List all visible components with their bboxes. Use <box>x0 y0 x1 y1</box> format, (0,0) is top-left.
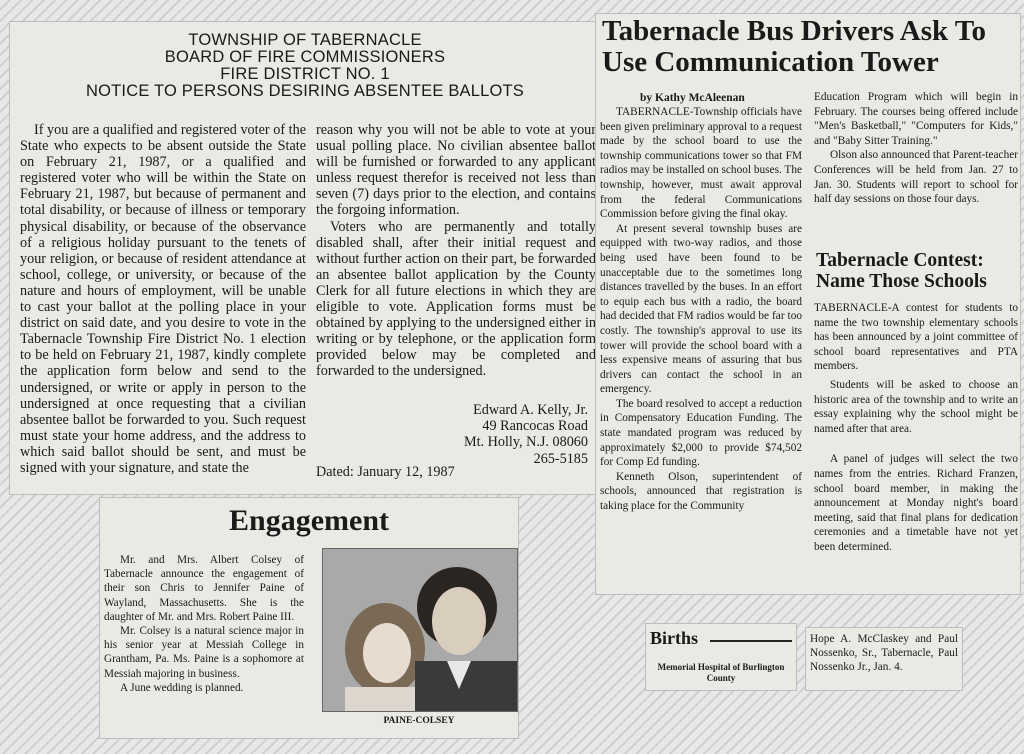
births-header <box>646 624 796 690</box>
notice-date: Dated: January 12, 1987 <box>316 464 455 480</box>
fire-district-notice <box>10 22 600 494</box>
engagement-announcement <box>100 498 518 738</box>
photo-caption: PAINE-COLSEY <box>383 716 455 726</box>
notice-paragraph: reason why you will not be able to vote at your usual polling place. No civilian absentee ballot will be furnished or forwarded to any applicant unless request therefor is received not less than seven (7) days prior to the election, and contains the forgoing information. <box>316 122 596 219</box>
article-paragraph: Olson also announced that Parent-teacher Conferences will be held from Jan. 27 to Jan. 30. Students will report to school for half day sessions on those four days. <box>814 149 1018 206</box>
notice-column-2 <box>316 122 596 380</box>
notice-signature <box>464 402 588 467</box>
contest-body <box>814 301 1018 555</box>
notice-title-line: BOARD OF FIRE COMMISSIONERS <box>164 48 446 66</box>
contest-paragraph: A panel of judges will select the two names from the entries. Richard Franzen, school board member, in making the announcement at Monday night's board meeting, said that final plans for dedication ceremonies and a timetable have not yet been determined. <box>814 453 1018 553</box>
article-paragraph: Education Program which will begin in February. The courses being offered include "Men's Basketball," "Computers for Kids," and "Baby Sitter Training." <box>814 91 1018 147</box>
notice-title-line: NOTICE TO PERSONS DESIRING ABSENTEE BALLOTS <box>85 82 525 100</box>
couple-photo <box>322 548 518 712</box>
signature-line: Mt. Holly, N.J. 08060 <box>463 434 588 451</box>
article-paragraph: TABERNACLE-Township officials have been given preliminary approval to a request made by the school board to use the township communications tower so that FM radios may be installed on school buses. The township, however, must await approval from the federal Communications Commission before giving the final okay. <box>600 106 803 221</box>
title-rule <box>710 640 792 642</box>
signature-line: Edward A. Kelly, Jr. <box>473 402 588 418</box>
engagement-paragraph: Mr. and Mrs. Albert Colsey of Tabernacle announce the engagement of their son Chris to Jennifer Paine of Wayland, Massachusetts. She is the daughter of Mr. and Mrs. Robert Paine III. <box>104 554 304 623</box>
article-headline: Tabernacle Bus Drivers Ask To Use Communication Tower <box>602 15 987 78</box>
signature-line: 49 Rancocas Road <box>482 418 588 435</box>
notice-title-line: TOWNSHIP OF TABERNACLE <box>188 31 422 49</box>
notice-paragraph: Voters who are permanently and totally disabled shall, after their initial request and without further action on their part, be forwarded an absentee ballot application by the County Clerk for all future elections in which they are eligible to vote. Application forms must be obtained by applying to the undersigned either in writing or by telephone, or the application form provided below may be completed and forwarded to the undersigned. <box>316 218 596 380</box>
article-column-1 <box>600 105 802 514</box>
contest-paragraph: TABERNACLE-A contest for students to name the two township elementary schools has been announced by a joint committee of school board representatives and PTA members. <box>814 302 1018 373</box>
byline: by Kathy McAleenan <box>640 92 745 104</box>
births-listing <box>806 628 962 690</box>
contest-headline: Tabernacle Contest: Name Those Schools <box>816 250 987 292</box>
article-paragraph: Kenneth Olson, superintendent of schools, announced that registration is taking place for the Community <box>600 470 802 513</box>
engagement-paragraph: A June wedding is planned. <box>120 681 244 694</box>
notice-paragraph: If you are a qualified and registered voter of the State who expects to be absent outside the State on February 21, 1987, or a qualified and registered voter who will be within the State on February 21, 1987, but because of permanent and total disability, or because of illness or temporary physical disability, or because of the observance of a religious holiday pursuant to the tenets of your religion, or because of resident attendance at school, college, or university, or because of the nature and hours of employment, will be unable to cast your ballot at the polling place in your district on said date, and you desire to vote in the Tabernacle Township Fire District No. 1 election to be held on February 21, 1987, kindly complete the application form below and send to the undersigned, or write or apply in person to the undersigned at once requesting that a civilian absentee ballot be forwarded to you. Such request must state your home address, and the address to which said ballot should be sent, and must be signed with your signature, and state the <box>20 122 306 476</box>
engagement-paragraph: Mr. Colsey is a natural science major in his senior year at Messiah College in Grantham, Pa. Ms. Paine is a sophomore at Messiah majoring in business. <box>104 625 304 680</box>
births-entry: Hope A. McClaskey and Paul Nossenko, Sr., Tabernacle, Paul Nossenko Jr., Jan. 4. <box>810 633 958 674</box>
article-paragraph: At present several township buses are equipped with two-way radios, and those being used have been found to be unacceptable due to the sometimes long distances travelled by the buses. In an effort to equip each bus with a radio, the board had decided that FM radios would be far too costly. The township's approval to use its tower will provide the school board with a less expensive means of assuring that bus drivers can contact the school in an emergency. <box>600 222 802 396</box>
engagement-text <box>104 553 304 695</box>
contest-paragraph: Students will be asked to choose an historic area of the township and to write an essay explaining why the school might be named after that area. <box>814 378 1018 435</box>
article-paragraph: The board resolved to accept a reduction in Compensatory Education Funding. The state mandated program was reduced by approximately $2,000 to provide $74,502 for Comp Ed funding. <box>600 397 802 469</box>
signature-line: 265-5185 <box>533 450 588 467</box>
engagement-headline: Engagement <box>229 504 389 537</box>
notice-column-1 <box>20 122 306 476</box>
hospital-name: Memorial Hospital of Burlington County <box>657 662 785 683</box>
notice-heading <box>30 32 580 100</box>
bus-drivers-article <box>596 14 1020 594</box>
couple-photo-illustration <box>323 549 517 711</box>
notice-title-line: FIRE DISTRICT NO. 1 <box>220 65 390 83</box>
births-title: Births <box>650 628 699 648</box>
article-column-2 <box>814 90 1018 207</box>
